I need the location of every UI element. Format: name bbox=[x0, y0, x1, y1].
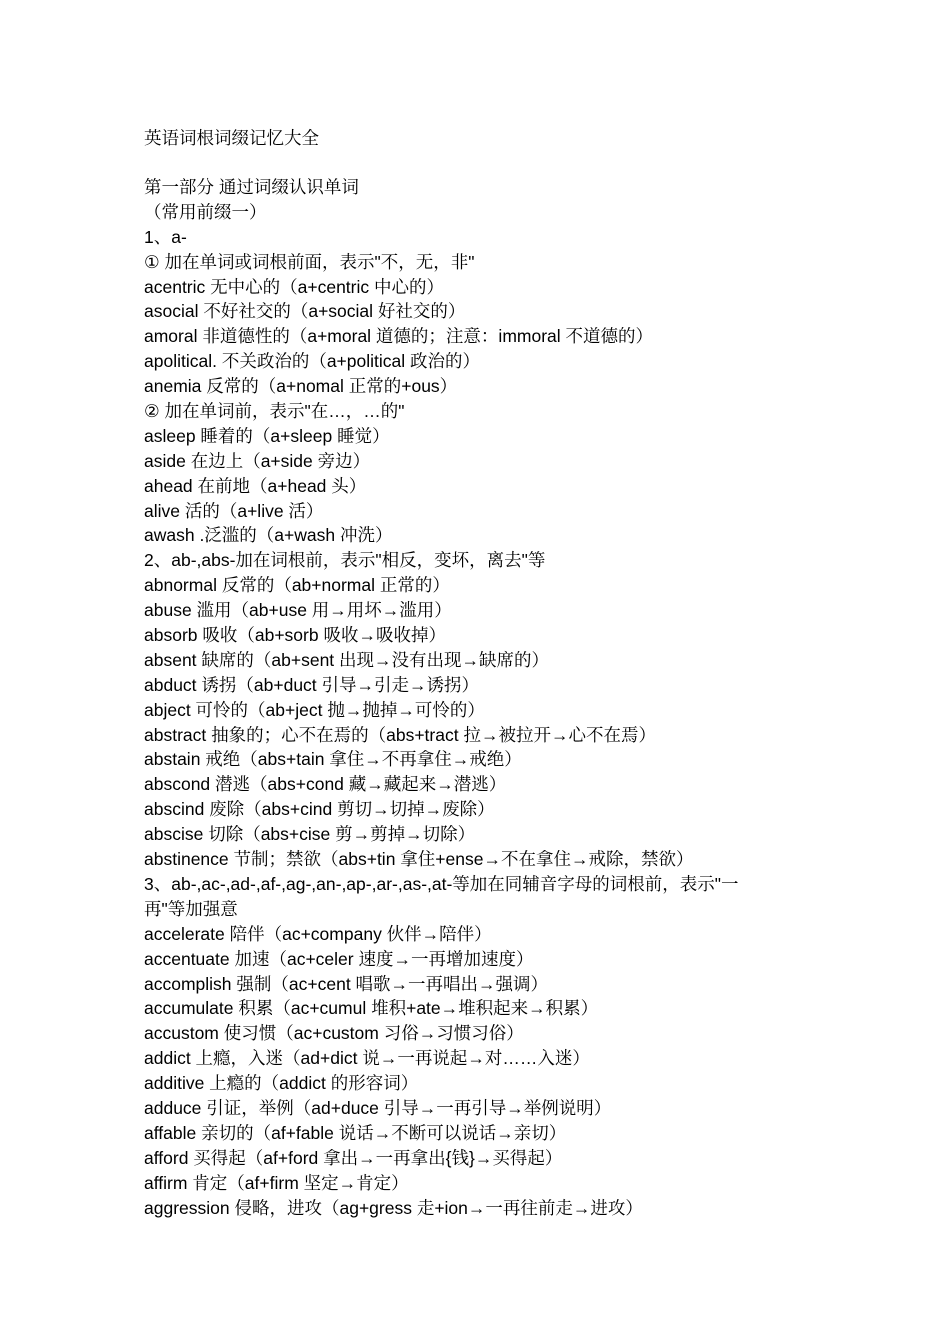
text-line: anemia 反常的（a+nomal 正常的+ous） bbox=[144, 376, 458, 397]
text-line: acentric 无中心的（a+centric 中心的） bbox=[144, 276, 444, 297]
text-line: additive 上瘾的（addict 的形容词） bbox=[144, 1073, 419, 1094]
text-line: accustom 使习惯（ac+custom 习俗→习惯习俗） bbox=[144, 1023, 524, 1044]
text-line: absent 缺席的（ab+sent 出现→没有出现→缺席的） bbox=[144, 649, 550, 670]
text-line: abnormal 反常的（ab+normal 正常的） bbox=[144, 575, 450, 596]
text-line: abstinence 节制；禁欲（abs+tin 拿住+ense→不在拿住→戒除，禁欲） bbox=[144, 849, 694, 870]
document-title: 英语词根词缀记忆大全 bbox=[144, 128, 319, 148]
text-line: 3、ab-,ac-,ad-,af-,ag-,an-,ap-,ar-,as-,at-等加在同辅音字母的词根前，表示"一 bbox=[144, 873, 739, 894]
text-line: 1、a- bbox=[144, 226, 187, 247]
text-line: accentuate 加速（ac+celer 速度→一再增加速度） bbox=[144, 948, 534, 969]
text-line: （常用前缀一） bbox=[144, 201, 267, 222]
text-line: apolitical. 不关政治的（a+political 政治的） bbox=[144, 351, 480, 372]
text-line: absorb 吸收（ab+sorb 吸收→吸收掉） bbox=[144, 625, 446, 646]
text-line: 第一部分 通过词缀认识单词 bbox=[144, 177, 359, 197]
document-body bbox=[144, 175, 804, 1220]
text-line: affable 亲切的（af+fable 说话→不断可以说话→亲切） bbox=[144, 1122, 567, 1143]
text-line: ② 加在单词前，表示"在…，…的" bbox=[144, 401, 405, 422]
text-line: abstain 戒绝（abs+tain 拿住→不再拿住→戒绝） bbox=[144, 749, 522, 770]
text-line: accumulate 积累（ac+cumul 堆积+ate→堆积起来→积累） bbox=[144, 998, 599, 1019]
text-line: amoral 非道德性的（a+moral 道德的；注意：immoral 不道德的） bbox=[144, 326, 654, 347]
text-line: aggression 侵略，进攻（ag+gress 走+ion→一再往前走→进攻） bbox=[144, 1197, 643, 1218]
text-line: abstract 抽象的；心不在焉的（abs+tract 拉→被拉开→心不在焉） bbox=[144, 724, 656, 745]
text-line: abduct 诱拐（ab+duct 引导→引走→诱拐） bbox=[144, 674, 480, 695]
text-line: afford 买得起（af+ford 拿出→一再拿出{钱}→买得起） bbox=[144, 1147, 563, 1168]
text-line: alive 活的（a+live 活） bbox=[144, 500, 324, 521]
text-line: abscind 废除（abs+cind 剪切→切掉→废除） bbox=[144, 799, 495, 820]
text-line: affirm 肯定（af+firm 坚定→肯定） bbox=[144, 1172, 409, 1193]
text-line: accelerate 陪伴（ac+company 伙伴→陪伴） bbox=[144, 923, 492, 944]
text-line: asocial 不好社交的（a+social 好社交的） bbox=[144, 301, 466, 322]
text-line: ahead 在前地（a+head 头） bbox=[144, 475, 367, 496]
text-line: 2、ab-,abs-加在词根前，表示"相反，变坏，离去"等 bbox=[144, 550, 546, 571]
text-line: awash .泛滥的（a+wash 冲洗） bbox=[144, 525, 393, 546]
text-line: asleep 睡着的（a+sleep 睡觉） bbox=[144, 425, 390, 446]
text-line: 再"等加强意 bbox=[144, 898, 238, 919]
text-line: abscise 切除（abs+cise 剪→剪掉→切除） bbox=[144, 824, 476, 845]
text-line: accomplish 强制（ac+cent 唱歌→一再唱出→强调） bbox=[144, 973, 549, 994]
text-line: abject 可怜的（ab+ject 抛→抛掉→可怜的） bbox=[144, 699, 485, 720]
text-line: ① 加在单词或词根前面，表示"不，无，非" bbox=[144, 251, 475, 272]
text-line: abscond 潜逃（abs+cond 藏→藏起来→潜逃） bbox=[144, 774, 507, 795]
text-line: aside 在边上（a+side 旁边） bbox=[144, 450, 371, 471]
text-line: abuse 滥用（ab+use 用→用坏→滥用） bbox=[144, 600, 452, 621]
text-line: addict 上瘾，入迷（ad+dict 说→一再说起→对……入迷） bbox=[144, 1048, 590, 1069]
text-line: adduce 引证，举例（ad+duce 引导→一再引导→举例说明） bbox=[144, 1097, 612, 1118]
